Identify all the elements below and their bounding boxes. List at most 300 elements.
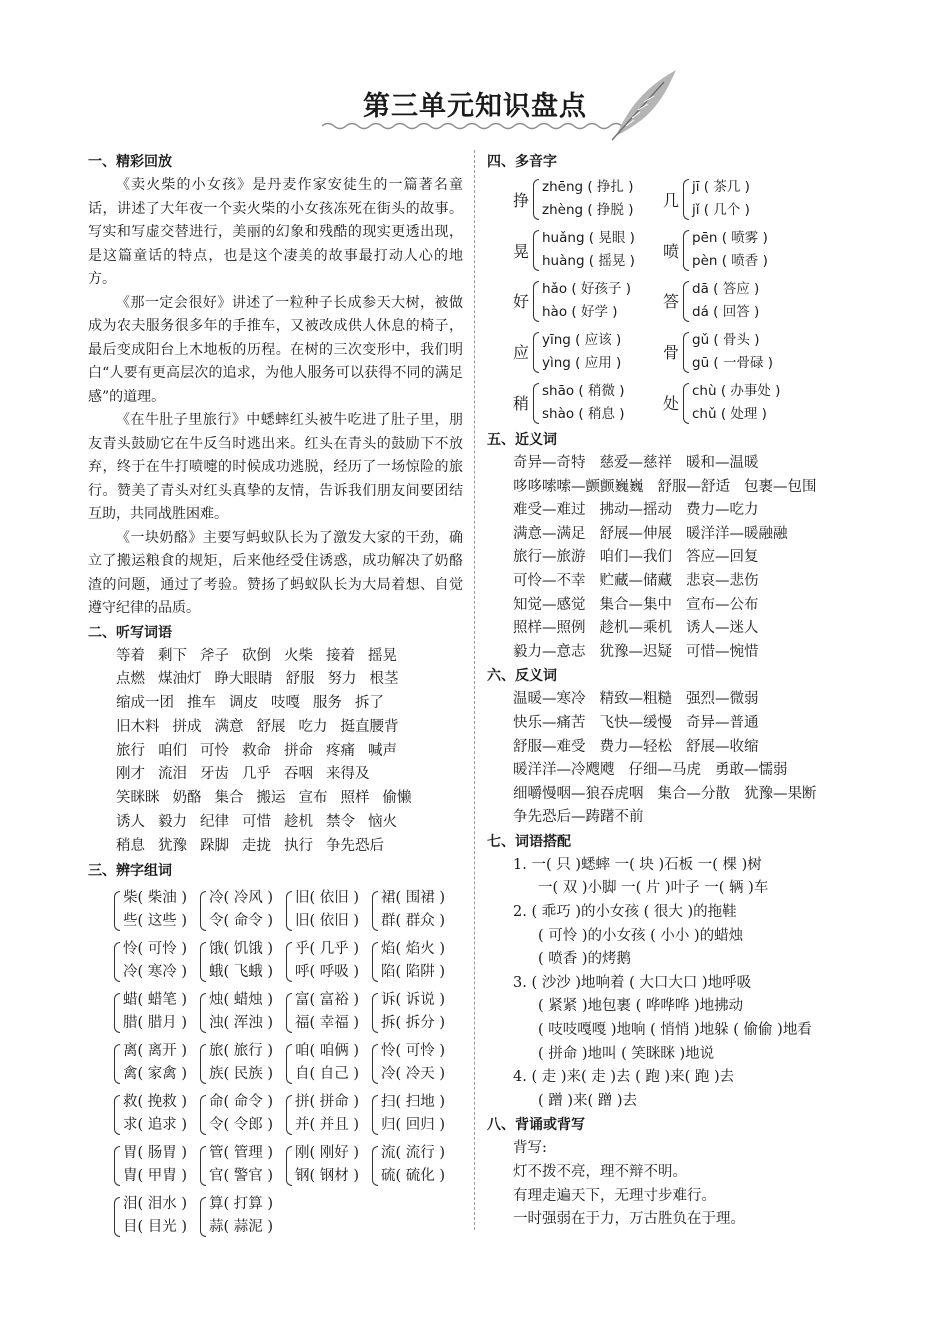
word: 吱嘎 (271, 695, 300, 712)
synonym-row (513, 594, 867, 618)
title-wave-decoration (322, 120, 628, 132)
pinyin-reading: gǔ ( 骨头 ) (692, 331, 760, 348)
word-pair: 暖洋洋—暖融融 (686, 525, 788, 542)
char-pair (286, 938, 372, 985)
brace-icon (533, 332, 539, 373)
paragraph: 《一块奶酪》主要写蚂蚁队长为了激发大家的干劲，确立了搬运粮食的规矩，后来他经受住诱惑，成功解决了奶酪渣的问题，通过了考验。赞扬了蚂蚁队长为大局着想、自觉遵守纪律的品质。 (88, 529, 463, 616)
word-pair: 贮藏—储藏 (599, 572, 672, 589)
polyphone-char: 挣 (513, 190, 530, 210)
word-pair: 仔细—马虎 (628, 762, 701, 779)
word: 舒服 (285, 671, 315, 688)
char-pair (286, 887, 372, 934)
word: 争先恐后 (326, 837, 384, 854)
collocation-list (487, 854, 867, 1114)
word-pair: 悲哀—悲伤 (686, 572, 759, 589)
pair-word: 呼( 呼吸 ) (295, 964, 360, 981)
section-synonyms (487, 428, 867, 664)
word-row (116, 692, 463, 716)
section-recitation (487, 1113, 867, 1231)
pair-word: 自( 自己 ) (295, 1066, 360, 1083)
word: 恼火 (368, 814, 397, 831)
pair-word: 胃( 肠胃 ) (123, 1144, 188, 1161)
char-pair (114, 938, 200, 985)
word: 砍倒 (242, 647, 271, 664)
pair-word: 怜( 可怜 ) (381, 1042, 446, 1059)
brace-icon (286, 1044, 292, 1084)
polyphone-char: 好 (513, 292, 530, 312)
antonym-row (513, 806, 867, 830)
word: 跺脚 (200, 837, 229, 854)
pair-word: 柴( 柴油 ) (123, 889, 188, 906)
pair-word: 冷( 冷天 ) (381, 1066, 446, 1083)
polyphone-row (513, 326, 867, 377)
section-heading: 七、词语搭配 (487, 833, 571, 850)
pair-word: 钢( 钢材 ) (295, 1168, 360, 1185)
pinyin-reading: gū ( 一骨碌 ) (692, 354, 774, 371)
brace-icon (683, 281, 689, 322)
word-pair: 咱们—我们 (599, 549, 672, 566)
word-pair: 集合—集中 (599, 596, 672, 613)
brace-icon (114, 891, 120, 931)
antonym-row (513, 712, 867, 736)
section-heading: 六、反义词 (487, 668, 557, 685)
word: 旧木料 (116, 718, 160, 735)
pair-word: 救( 挽救 ) (123, 1093, 188, 1110)
pinyin-lines (533, 176, 633, 222)
collocation-line: ( 可怜 )的小女孩 ( 小小 )的蜡烛 (538, 927, 744, 944)
brace-icon (200, 1044, 206, 1084)
word: 火柴 (284, 647, 313, 664)
pinyin-reading: dā ( 答应 ) (692, 280, 760, 297)
pinyin-reading: yìng ( 应用 ) (542, 354, 622, 371)
pair-word: 蒜( 蒜泥 ) (209, 1219, 274, 1236)
pair-word: 焰( 焰火 ) (381, 940, 446, 957)
char-pair (372, 1091, 458, 1138)
word-pair: 暖和—温暖 (686, 454, 759, 471)
pair-word: 怜( 可怜 ) (123, 940, 188, 957)
collocation-line: 1. 一( 只 )蟋蟀 一( 块 )石板 一( 棵 )树 (513, 856, 762, 873)
brace-icon (372, 993, 378, 1033)
word: 照样 (340, 790, 370, 807)
pair-word: 拼( 拼命 ) (295, 1093, 360, 1110)
pair-word: 令( 命令 ) (209, 913, 274, 930)
word-pair: 舒展—伸展 (599, 525, 672, 542)
word-pair: 包裹—包围 (744, 478, 817, 495)
word-pair: 争先恐后—踌躇不前 (513, 809, 644, 826)
char-pair (114, 1091, 200, 1138)
word: 纪律 (200, 814, 229, 831)
word-pair: 拂动—摇动 (599, 502, 672, 519)
brace-icon (372, 1044, 378, 1084)
pair-word: 冷( 冷风 ) (209, 889, 274, 906)
section-heading: 一、精彩回放 (88, 154, 172, 170)
right-column (487, 150, 867, 1232)
word-row (116, 740, 463, 764)
pinyin-reading: zhèng ( 挣脱 ) (542, 202, 634, 219)
word-pair: 诱人—迷人 (686, 620, 759, 637)
polyphone-char: 稍 (513, 394, 530, 414)
word: 流泪 (158, 766, 187, 783)
section-antonyms (487, 664, 867, 830)
word-pair: 犹豫—迟疑 (599, 643, 672, 660)
polyphone-group (513, 326, 663, 377)
word: 可怜 (200, 742, 229, 759)
word-row (116, 763, 463, 787)
word: 刚才 (116, 766, 145, 783)
word: 执行 (284, 837, 313, 854)
brace-icon (114, 1095, 120, 1135)
char-pair (372, 989, 458, 1036)
word: 禁令 (326, 814, 355, 831)
pair-word: 福( 幸福 ) (295, 1015, 360, 1032)
recitation-line: 背写: (513, 1140, 547, 1157)
collocation-line: 4. ( 走 )来( 走 )去 ( 跑 )来( 跑 )去 (513, 1069, 735, 1086)
word: 睁大眼睛 (214, 671, 273, 688)
pair-word: 硫( 硫化 ) (381, 1168, 446, 1185)
brace-row (114, 989, 463, 1036)
word: 牙齿 (200, 766, 229, 783)
collocation-line: 3. ( 沙沙 )地响着 ( 大口大口 )地呼吸 (513, 974, 752, 991)
antonym-list (487, 688, 867, 830)
char-pair (372, 887, 458, 934)
brace-grid (88, 887, 463, 1240)
pinyin-reading: yīng ( 应该 ) (542, 331, 622, 348)
pair-word: 旧( 依旧 ) (295, 889, 360, 906)
synonym-list (487, 452, 867, 664)
char-pair (200, 1142, 286, 1189)
pinyin-lines (683, 227, 768, 273)
pinyin-lines (533, 329, 621, 375)
brace-icon (533, 281, 539, 322)
pair-word: 烛( 蜡烛 ) (209, 991, 274, 1008)
pair-word: 陷( 陷阱 ) (381, 964, 446, 981)
word-pair: 温暖—寒冷 (513, 691, 586, 708)
word-pair: 慈爱—慈祥 (599, 454, 672, 471)
char-pair (372, 1040, 458, 1087)
pinyin-reading: hào ( 好学 ) (542, 303, 618, 320)
word: 救命 (242, 742, 271, 759)
word-pair: 可怜—不幸 (513, 572, 586, 589)
word: 拼命 (284, 742, 313, 759)
word: 满意 (214, 718, 244, 735)
char-pair (372, 1142, 458, 1189)
pair-word: 求( 追求 ) (123, 1117, 188, 1134)
word: 煤油灯 (158, 671, 202, 688)
word: 稍息 (116, 837, 145, 854)
pair-word: 咱( 咱俩 ) (295, 1042, 360, 1059)
char-pair (286, 1142, 372, 1189)
pinyin-reading: dá ( 回答 ) (692, 303, 760, 320)
polyphone-row (513, 225, 867, 276)
char-pair (286, 1091, 372, 1138)
antonym-row (513, 736, 867, 760)
brace-icon (200, 1197, 206, 1237)
collocation-line: ( 吱吱嘎嘎 )地响 ( 悄悄 )地躲 ( 偷偷 )地看 (538, 1022, 812, 1039)
polyphone-row (513, 276, 867, 327)
word: 搬运 (256, 790, 286, 807)
brace-icon (683, 230, 689, 271)
pinyin-lines (533, 278, 631, 324)
word: 推车 (187, 695, 216, 712)
char-pair (200, 1193, 286, 1240)
brace-icon (533, 230, 539, 271)
pair-word: 群( 群众 ) (381, 913, 446, 930)
word: 斧子 (200, 647, 229, 664)
pair-word: 命( 命令 ) (209, 1093, 274, 1110)
char-pair (372, 938, 458, 985)
word: 咱们 (158, 742, 187, 759)
section-dictation (88, 621, 463, 859)
word-pair: 满意—满足 (513, 525, 586, 542)
brace-icon (372, 942, 378, 982)
brace-icon (683, 383, 689, 424)
brace-icon (533, 179, 539, 220)
pair-word: 族( 民族 ) (209, 1066, 274, 1083)
char-pair (114, 1142, 200, 1189)
word: 偷懒 (382, 790, 412, 807)
recitation-line: 有理走遍天下，无理寸步难行。 (513, 1187, 716, 1204)
word-pair: 暖洋洋—冷飕飕 (513, 762, 615, 779)
word: 缩成一团 (116, 695, 174, 712)
word-pair: 精致—粗糙 (599, 691, 672, 708)
pinyin-reading: jī ( 茶几 ) (692, 179, 750, 196)
word: 来得及 (326, 766, 370, 783)
pair-word: 裙( 围裙 ) (381, 889, 446, 906)
section-heading: 四、多音字 (487, 154, 557, 170)
pinyin-lines (683, 380, 780, 426)
word-pair: 答应—回复 (686, 549, 759, 566)
pinyin-reading: shāo ( 稍微 ) (542, 382, 625, 399)
word: 可惜 (242, 814, 271, 831)
word-pair: 飞快—缓慢 (599, 714, 672, 731)
word: 集合 (214, 790, 244, 807)
section-heading: 二、听写词语 (88, 624, 172, 641)
pair-word: 算( 打算 ) (209, 1195, 274, 1212)
pair-word: 腊( 腊月 ) (123, 1015, 188, 1032)
pair-word: 禽( 家禽 ) (123, 1066, 188, 1083)
pinyin-lines (533, 227, 635, 273)
antonym-row (513, 688, 867, 712)
char-pair (200, 989, 286, 1036)
pinyin-reading: chǔ ( 处理 ) (692, 405, 767, 422)
polyphone-char: 处 (663, 394, 680, 414)
paragraph: 《卖火柴的小女孩》是丹麦作家安徒生的一篇著名童话，讲述了大年夜一个卖火柴的小女孩冻死在街头的故事。写实和写虚交替进行，美丽的幻象和残酷的现实更透出现，是这篇童话的特点，也是这个凄美的故事最打动人心的地方。 (88, 177, 463, 287)
synonym-row (513, 617, 867, 641)
word: 调皮 (229, 695, 258, 712)
recitation-line: 一时强弱在于力，万古胜负在于理。 (513, 1211, 745, 1228)
pair-word: 并( 并且 ) (295, 1117, 360, 1134)
word-pair: 舒服—舒适 (657, 478, 730, 495)
pair-word: 拆( 拆分 ) (381, 1015, 446, 1032)
section-heading: 八、背诵或背写 (487, 1117, 585, 1134)
word: 摇晃 (368, 647, 397, 664)
pair-word: 令( 令郎 ) (209, 1117, 274, 1134)
word-pair: 舒服—难受 (513, 738, 586, 755)
word-pair: 趁机—乘机 (599, 620, 672, 637)
word: 剩下 (158, 647, 187, 664)
brace-row (114, 887, 463, 934)
word: 疼痛 (326, 742, 355, 759)
pair-word: 旅( 旅行 ) (209, 1042, 274, 1059)
collocation-line: ( 拼命 )地叫 ( 笑眯眯 )地说 (538, 1045, 715, 1062)
pinyin-reading: chù ( 办事处 ) (692, 382, 781, 399)
column-divider (474, 150, 475, 1230)
word: 宣布 (298, 790, 328, 807)
recitation-list (487, 1137, 867, 1231)
pair-word: 冷( 寒冷 ) (123, 964, 188, 981)
pair-word: 离( 离开 ) (123, 1042, 188, 1059)
polyphone-group (663, 174, 813, 225)
polyphone-grid (487, 174, 867, 428)
feather-icon (604, 64, 684, 144)
antonym-row (513, 783, 867, 807)
char-pair (200, 1040, 286, 1087)
pair-word: 归( 回归 ) (381, 1117, 446, 1134)
word-row (116, 668, 463, 692)
brace-icon (114, 1044, 120, 1084)
word-row (116, 716, 463, 740)
pinyin-reading: huǎng ( 晃眼 ) (542, 230, 635, 247)
pair-word: 管( 管理 ) (209, 1144, 274, 1161)
polyphone-row (513, 377, 867, 428)
synonym-row (513, 641, 867, 665)
word: 吞咽 (284, 766, 313, 783)
char-pair (200, 938, 286, 985)
pair-word: 胄( 甲胄 ) (123, 1168, 188, 1185)
collocation-line: 2. ( 乖巧 )的小女孩 ( 很大 )的拖鞋 (513, 904, 737, 921)
polyphone-group (513, 276, 663, 327)
word-pair: 勇敢—懦弱 (715, 762, 788, 779)
word-pair: 快乐—痛苦 (513, 714, 586, 731)
pair-word: 些( 这些 ) (123, 913, 188, 930)
pinyin-reading: zhēng ( 挣扎 ) (542, 179, 634, 196)
word-row (116, 645, 463, 669)
word: 奶酪 (172, 790, 202, 807)
brace-icon (533, 383, 539, 424)
char-pair (200, 1091, 286, 1138)
section-heading: 五、近义词 (487, 431, 557, 448)
pinyin-lines (683, 329, 773, 375)
polyphone-group (513, 174, 663, 225)
word: 喊声 (368, 742, 397, 759)
brace-row (114, 1142, 463, 1189)
brace-icon (286, 891, 292, 931)
pinyin-reading: hǎo ( 好孩子 ) (542, 280, 631, 297)
pair-word: 乎( 几乎 ) (295, 940, 360, 957)
word: 笑眯眯 (116, 790, 160, 807)
brace-icon (200, 1146, 206, 1186)
word-pair: 集合—分散 (657, 785, 730, 802)
section-heading: 三、辨字组词 (88, 862, 172, 879)
word: 趁机 (284, 814, 313, 831)
char-pair (286, 1040, 372, 1087)
char-pair (286, 989, 372, 1036)
brace-icon (114, 942, 120, 982)
word-pair: 宣布—公布 (686, 596, 759, 613)
collocation-line: ( 喷香 )的烤鹅 (538, 951, 632, 968)
pair-word: 饿( 饥饿 ) (209, 940, 274, 957)
brace-icon (200, 1095, 206, 1135)
word: 接着 (326, 647, 355, 664)
antonym-row (513, 759, 867, 783)
brace-row (114, 1040, 463, 1087)
pair-word: 浊( 浑浊 ) (209, 1015, 274, 1032)
brace-icon (200, 942, 206, 982)
brace-icon (286, 1095, 292, 1135)
pinyin-lines (683, 278, 759, 324)
brace-icon (286, 1146, 292, 1186)
synonym-row (513, 546, 867, 570)
synonym-row (513, 476, 867, 500)
word-pair: 犹豫—果断 (744, 785, 817, 802)
pinyin-reading: shào ( 稍息 ) (542, 405, 625, 422)
polyphone-group (663, 225, 813, 276)
polyphone-char: 应 (513, 343, 530, 363)
char-pair (200, 887, 286, 934)
brace-icon (683, 179, 689, 220)
word: 等着 (116, 647, 145, 664)
left-column (88, 150, 463, 1244)
brace-icon (683, 332, 689, 373)
char-pair (114, 887, 200, 934)
pair-word: 旧( 依旧 ) (295, 913, 360, 930)
brace-icon (372, 1095, 378, 1135)
polyphone-group (663, 326, 813, 377)
pair-word: 蜡( 蜡笔 ) (123, 991, 188, 1008)
word: 毅力 (158, 814, 187, 831)
polyphone-char: 喷 (663, 241, 680, 261)
section-collocation (487, 830, 867, 1114)
word-pair: 费力—轻松 (599, 738, 672, 755)
brace-icon (114, 1197, 120, 1237)
word-pair: 奇异—普通 (686, 714, 759, 731)
pair-word: 刚( 刚好 ) (295, 1144, 360, 1161)
synonym-row (513, 523, 867, 547)
char-pair (114, 1193, 200, 1240)
pinyin-lines (683, 176, 750, 222)
word: 服务 (313, 695, 342, 712)
word-row (116, 835, 463, 859)
word-pair: 照样—照例 (513, 620, 586, 637)
brace-icon (114, 993, 120, 1033)
word-pair: 哆哆嗦嗦—颤颤巍巍 (513, 478, 644, 495)
pair-word: 蛾( 飞蛾 ) (209, 964, 274, 981)
word: 点燃 (116, 671, 145, 688)
pair-word: 扫( 扫地 ) (381, 1093, 446, 1110)
word-pair: 细嚼慢咽—狼吞虎咽 (513, 785, 644, 802)
polyphone-group (663, 276, 813, 327)
brace-row (114, 938, 463, 985)
char-pair (114, 1040, 200, 1087)
word: 吃力 (298, 718, 328, 735)
word: 几乎 (242, 766, 271, 783)
pair-word: 官( 警官 ) (209, 1168, 274, 1185)
brace-icon (372, 1146, 378, 1186)
synonym-row (513, 452, 867, 476)
brace-icon (286, 942, 292, 982)
synonym-row (513, 499, 867, 523)
word-pair: 奇异—奇特 (513, 454, 586, 471)
pinyin-reading: huàng ( 摇晃 ) (542, 253, 635, 270)
polyphone-char: 答 (663, 292, 680, 312)
word-grid (88, 645, 463, 859)
section-review (88, 150, 463, 621)
word: 拼成 (172, 718, 202, 735)
pair-word: 目( 目光 ) (123, 1219, 188, 1236)
paragraph: 《那一定会很好》讲述了一粒种子长成参天大树，被做成为农夫服务很多年的手推车，又被改成供人休息的椅子，最后变成阳台上木地板的历程。在树的三次变形中，我们明白“人要有更高层次的追求，为他人服务可以获得不同的满足感”的道理。 (88, 294, 463, 405)
polyphone-group (663, 377, 813, 428)
brace-icon (372, 891, 378, 931)
